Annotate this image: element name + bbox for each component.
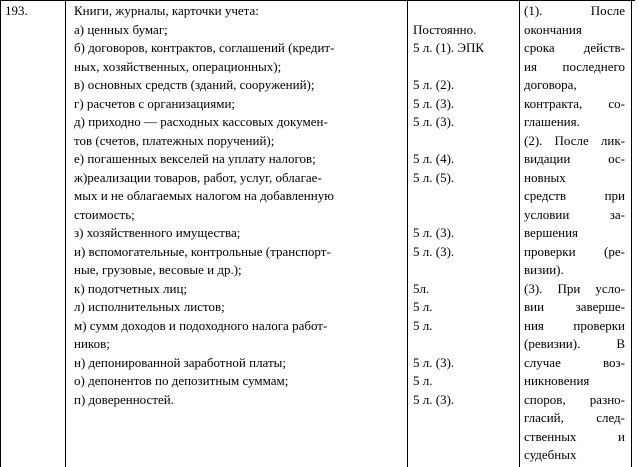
document-title-line: г) расчетов с организациями; — [74, 95, 236, 111]
document-title-line: з) хозяйственного имущества; — [74, 225, 241, 240]
note-line: случае воз- — [524, 354, 625, 370]
note-line: судебных — [524, 447, 577, 462]
note-line: гласий, след- — [524, 410, 625, 425]
retention-term-line — [413, 335, 517, 354]
retention-term-line: 5 л. (1). ЭПК — [413, 40, 485, 55]
column-border-left — [0, 0, 1, 467]
retention-term-line: 5 л. — [413, 299, 433, 314]
document-title-line: а) ценных бумаг; — [74, 21, 168, 37]
note-line: договора, — [524, 77, 577, 92]
retention-term-line — [413, 58, 517, 77]
table-top-border — [0, 0, 635, 1]
document-title-line: в) основных средств (зданий, сооружений); — [74, 77, 315, 92]
document-title-line: ников; — [74, 336, 110, 351]
retention-term-line — [413, 261, 517, 280]
note-line: (1). После — [524, 3, 625, 18]
document-title-line: Книги, журналы, карточки учета: — [74, 3, 259, 18]
document-title-line: д) приходно — расходных кассовых докумен- — [74, 114, 328, 129]
note-line: визии). — [524, 262, 564, 277]
row-number: 193. — [5, 3, 28, 18]
retention-term-line — [413, 187, 517, 206]
document-title-line: н) депонированной заработной платы; — [74, 354, 287, 370]
document-title-line: е) погашенных векселей на уплату налогов; — [74, 151, 316, 166]
note-line: (2). После лик- — [524, 132, 625, 148]
note-line: срока действ- — [524, 40, 625, 55]
document-title-line: л) исполнительных листов; — [74, 299, 225, 314]
retention-term-line: 5 л. (5). — [413, 169, 455, 185]
document-title-cell — [74, 2, 404, 409]
document-title-line: мых и не облагаемых налогом на добавленную — [74, 188, 334, 203]
note-line: ния проверки — [524, 317, 625, 333]
retention-term-line: 5 л. (3). — [413, 243, 455, 259]
notes-cell — [524, 2, 625, 465]
retention-term-line: 5 л. (3). — [413, 354, 455, 370]
document-title-line: б) договоров, контрактов, соглашений (кредит- — [74, 40, 335, 55]
note-line: вершения — [524, 225, 579, 240]
note-line: условии за- — [524, 206, 625, 222]
document-title-line: ных, хозяйственных, операционных); — [74, 58, 282, 74]
column-border-1 — [65, 0, 66, 467]
retention-term-line: 5 л. (3). — [413, 225, 455, 240]
note-line: окончания — [524, 21, 582, 37]
note-line: (ревизии). В — [524, 336, 625, 351]
retention-term-line: 5 л. (4). — [413, 151, 455, 166]
column-border-right — [631, 0, 632, 467]
retention-term-line: 5 л. (3). — [413, 95, 455, 111]
document-title-line: тов (счетов, платежных поручений); — [74, 132, 275, 148]
note-line: (3). При усло- — [524, 280, 625, 296]
document-title-line: о) депонентов по депозитным суммам; — [74, 373, 289, 388]
note-line: споров, разно- — [524, 391, 625, 407]
retention-term-line: Постоянно. — [413, 21, 477, 37]
note-line: проверки (ре- — [524, 243, 625, 259]
note-line: средств при — [524, 188, 625, 203]
document-title-line: п) доверенностей. — [74, 391, 174, 407]
retention-term-cell — [413, 2, 517, 409]
retention-term-line — [413, 132, 517, 151]
retention-term-line — [413, 206, 517, 225]
note-line: никновения — [524, 373, 590, 388]
document-title-line: м) сумм доходов и подоходного налога работ- — [74, 317, 328, 333]
note-line: новных — [524, 169, 566, 185]
retention-term-line: 5 л. (3). — [413, 114, 455, 129]
retention-term-line: 5 л. — [413, 317, 433, 333]
note-line: вии заверше- — [524, 299, 625, 314]
note-line: контракта, со- — [524, 95, 625, 111]
retention-term-line: 5 л. (3). — [413, 391, 455, 407]
document-title-line: ные, грузовые, весовые и др.); — [74, 262, 242, 277]
retention-term-line: 5 л. (2). — [413, 77, 455, 92]
column-border-3 — [519, 0, 520, 467]
document-title-line: ж)реализации товаров, работ, услуг, облагае- — [74, 169, 322, 185]
note-line: ия последнего — [524, 58, 625, 74]
note-line: видации ос- — [524, 151, 625, 166]
note-line: ственных и — [524, 428, 625, 444]
note-line: глашения. — [524, 114, 580, 129]
document-title-line: и) вспомогательные, контрольные (транспорт- — [74, 243, 331, 259]
document-title-line: стоимость; — [74, 206, 135, 222]
column-border-2 — [407, 0, 408, 467]
retention-term-line — [413, 2, 517, 21]
retention-term-line: 5 л. — [413, 373, 433, 388]
document-title-line: к) подотчетных лиц; — [74, 280, 188, 296]
retention-term-line: 5л. — [413, 280, 430, 296]
row-number-cell — [5, 2, 60, 21]
